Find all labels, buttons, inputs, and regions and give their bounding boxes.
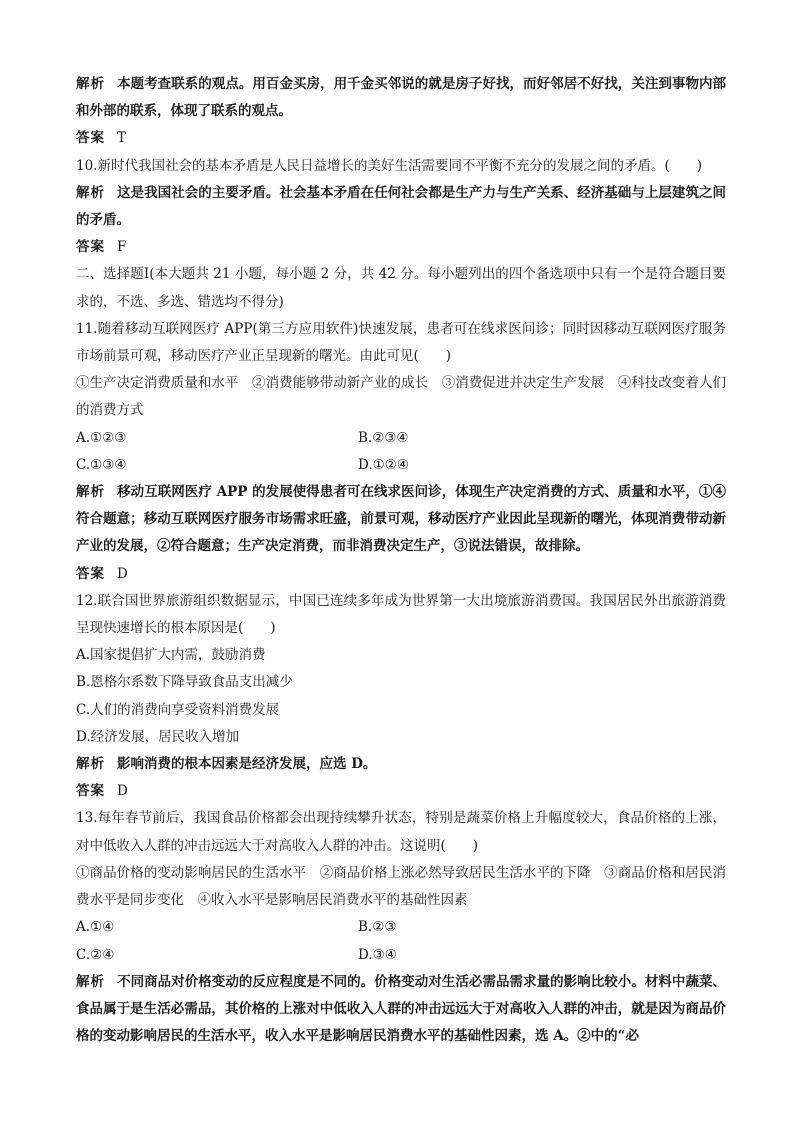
question-text: A.国家提倡扩大内需，鼓励消费 [76, 647, 266, 664]
answer-line [76, 561, 726, 588]
option-row [76, 942, 726, 969]
analysis-text: 不同商品对价格变动的反应程度是不同的。价格变动对生活必需品需求量的影响比较小。材料中蔬菜、食品属于是生活必需品，其价格的上涨对中低收入人群的冲击远远大于对高收入人群的冲击，就是因为商品价格的变动影响居民的生活水平，收入水平是影响居民消费水平的基础性因素，选 A。②中的“必 [76, 973, 727, 1045]
answer-label: 答案 [76, 239, 105, 256]
answer-label: 答案 [76, 565, 105, 582]
option-text: C.①③④ [76, 456, 127, 473]
question-text: B.恩格尔系数下降导致食品支出减少 [76, 674, 293, 691]
analysis-label: 解析 [76, 76, 106, 92]
analysis-label: 解析 [76, 184, 106, 201]
option-row [76, 425, 726, 452]
answer-line [76, 778, 726, 805]
answer-text: D [117, 565, 128, 582]
answer-text: T [117, 130, 127, 147]
answer-line [76, 234, 726, 261]
document-page [76, 71, 726, 1050]
option-row [76, 914, 726, 941]
section-heading: 二、选择题Ⅰ(本大题共 21 小题，每小题 2 分，共 42 分。每小题列出的四个备选项中只有一个是符合题目要求的，不选、多选、错选均不得分) [76, 266, 726, 310]
question-text: D.经济发展，居民收入增加 [76, 728, 240, 745]
answer-label: 答案 [76, 783, 105, 800]
analysis-text: 影响消费的根本因素是经济发展，应选 D。 [117, 756, 377, 773]
question-text: 13.每年春节前后，我国食品价格都会出现持续攀升状态，特别是蔬菜价格上升幅度较大，食品价格的上涨，对中低收入人群的冲击远远大于对高收入人群的冲击。这说明( ) [76, 810, 726, 854]
answer-text: D [117, 783, 128, 800]
answer-text: F [117, 239, 127, 256]
analysis-paragraph [76, 479, 726, 561]
analysis-text: 移动互联网医疗 APP 的发展使得患者可在线求医问诊，体现生产决定消费的方式、质量和水平，①④符合题意；移动互联网医疗服务市场需求旺盛，前景可观，移动医疗产业因此呈现新的曙光，体现消费带动新产业的发展，②符合题意；生产决定消费，而非消费决定生产，③说法错误，故排除。 [76, 484, 727, 555]
question-text: 12.联合国世界旅游组织数据显示，中国已连续多年成为世界第一大出境旅游消费国。我国居民外出旅游消费呈现快速增长的根本原因是( ) [76, 592, 726, 637]
analysis-label: 解析 [76, 484, 106, 501]
analysis-label: 解析 [76, 973, 106, 990]
question-text: 11.随着移动互联网医疗 APP(第三方应用软件)快速发展，患者可在线求医问诊；同时因移动互联网医疗服务市场前景可观，移动医疗产业正呈现新的曙光。由此可见( ) [76, 320, 726, 365]
analysis-paragraph [76, 969, 726, 1051]
option-text: D.③④ [358, 946, 397, 963]
analysis-text: 这是我国社会的主要矛盾。社会基本矛盾在任何社会都是生产力与生产关系、经济基础与上层建筑之间的矛盾。 [76, 184, 727, 229]
question-text: 10.新时代我国社会的基本矛盾是人民日益增长的美好生活需要同不平衡不充分的发展之间的矛盾。( ) [76, 157, 703, 174]
analysis-paragraph [76, 180, 726, 234]
analysis-label: 解析 [76, 756, 105, 773]
question-text: ①商品价格的变动影响居民的生活水平 ②商品价格上涨必然导致居民生活水平的下降 ③商品价格和居民消费水平是同步变化 ④收入水平是影响居民消费水平的基础性因素 [76, 864, 726, 909]
answer-label: 答案 [76, 130, 105, 147]
option-text: C.②④ [76, 946, 115, 963]
analysis-paragraph [76, 751, 726, 778]
option-text: B.②③ [358, 919, 397, 936]
option-text: B.②③④ [358, 429, 409, 446]
option-text: D.①②④ [358, 456, 409, 473]
analysis-text: 本题考查联系的观点。用百金买房，用千金买邻说的就是房子好找，而好邻居不好找，关注到事物内部和外部的联系，体现了联系的观点。 [76, 76, 727, 120]
option-text: A.①④ [76, 919, 115, 936]
question-text: ①生产决定消费质量和水平 ②消费能够带动新产业的成长 ③消费促进并决定生产发展 ④科技改变着人们的消费方式 [76, 375, 726, 419]
question-text: C.人们的消费向享受资料消费发展 [76, 701, 280, 718]
option-text: A.①②③ [76, 429, 127, 446]
analysis-paragraph [76, 71, 726, 125]
option-row [76, 452, 726, 479]
answer-line [76, 125, 726, 152]
